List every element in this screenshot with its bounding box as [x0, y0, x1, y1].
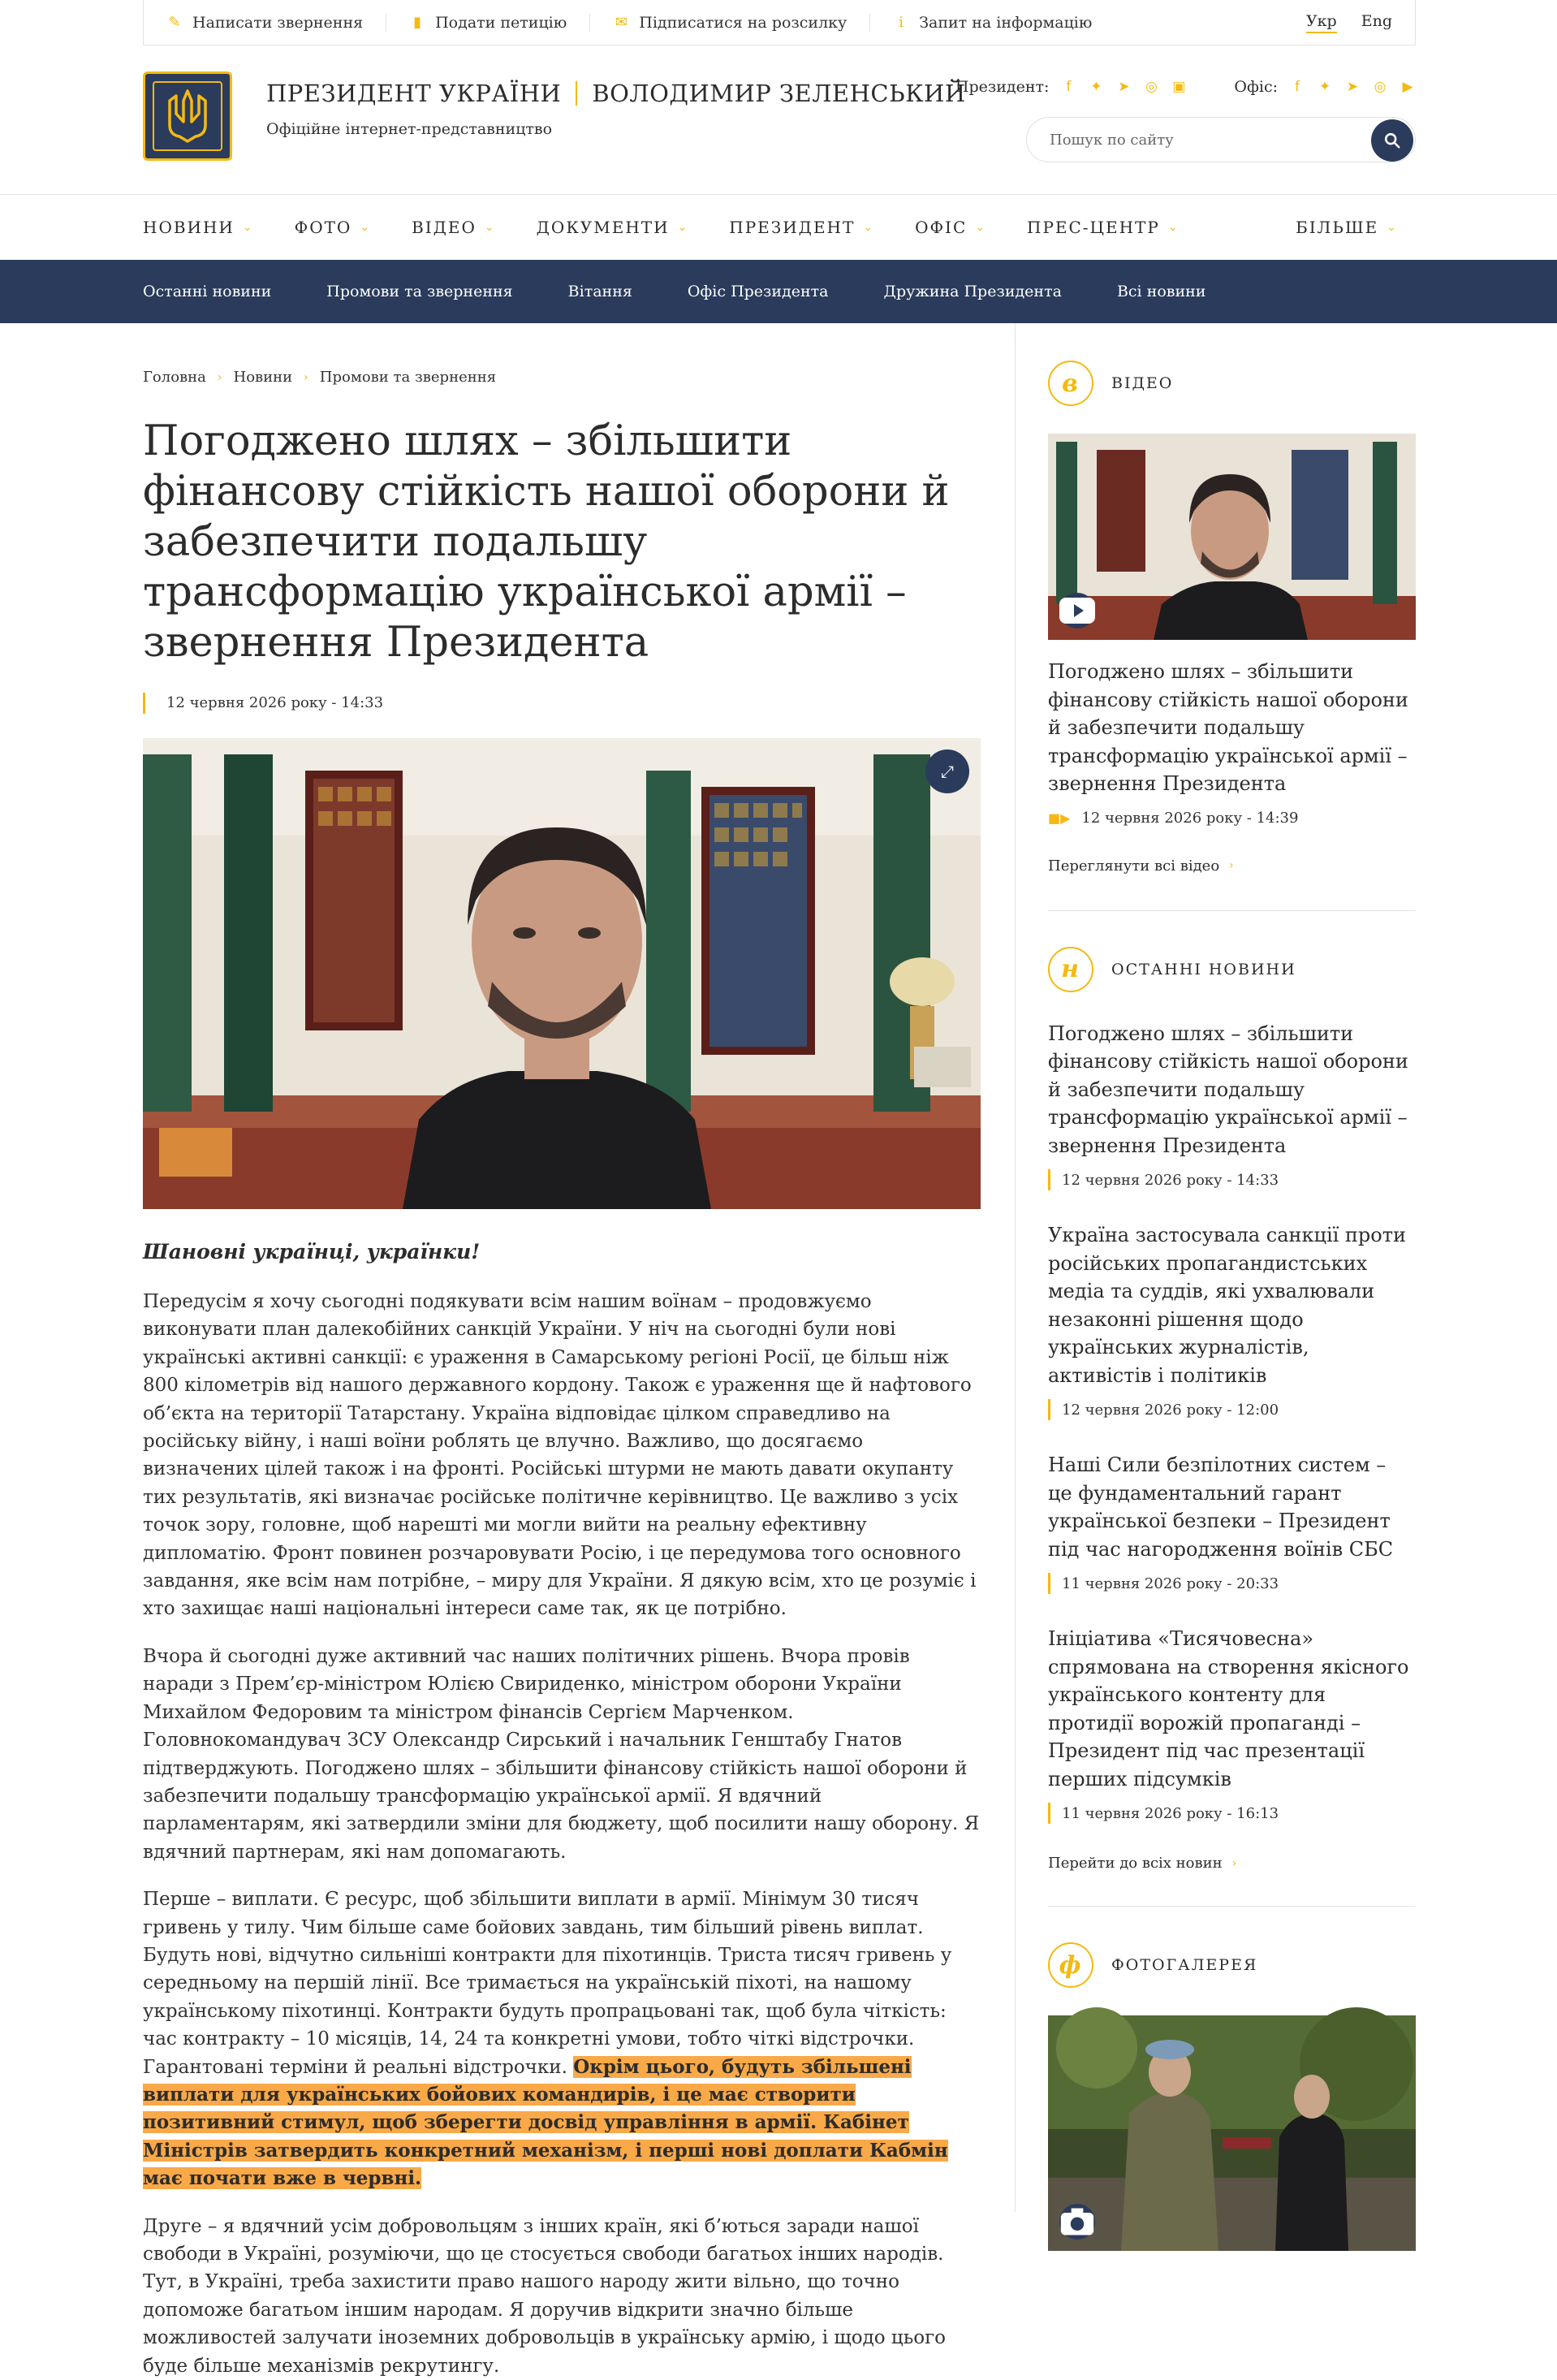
news-item-date-text: 11 червня 2026 року - 16:13: [1062, 1804, 1279, 1822]
info-icon: i: [899, 14, 904, 31]
search-icon: [1383, 132, 1401, 149]
twitter-icon[interactable]: ✦: [1318, 79, 1331, 95]
instagram-icon[interactable]: ◎: [1374, 79, 1387, 95]
language-switcher: [1306, 12, 1392, 33]
chevron-down-icon: ⌄: [1387, 221, 1398, 234]
news-item[interactable]: [1048, 1221, 1416, 1420]
search-input[interactable]: [1026, 117, 1416, 162]
nav-more-label: БІЛЬШЕ: [1296, 218, 1379, 237]
brand-separator: [576, 81, 577, 106]
chevron-right-icon: ›: [1231, 1856, 1237, 1870]
subscribe-link[interactable]: [613, 14, 870, 32]
brand-title[interactable]: [266, 80, 966, 107]
video-section-title: ВІДЕО: [1111, 374, 1174, 392]
gallery-photo: [1048, 2015, 1416, 2251]
nav-office[interactable]: [915, 218, 986, 237]
nav-president[interactable]: [729, 218, 874, 237]
sidebar-divider: [1048, 1906, 1416, 1907]
facebook-icon[interactable]: f: [1066, 79, 1072, 95]
nav-photo[interactable]: [295, 218, 371, 237]
nav-office-label: ОФІС: [915, 218, 968, 237]
article-paragraph-2: Вчора й сьогодні дуже активний час наших політичних рішень. Вчора провів наради з Прем’єр-міністром Юлією Свириденко, міністром оборони України Михайлом Федоровим та міністром фінансів Сергієм Марченком. Головнокомандувач ЗСУ Олександр Сирський і начальник Генштабу Гнатов підтверджують. Погоджено шлях – збільшити фінансову стійкість нашої оборони й забезпечити подальшу трансформацію української армії. Я вдячний парламентарям, які затвердили зміни для бюджету, щоб посилити нашу оборону. Я вдячний партнерам, які нам допомагають.: [143, 1645, 980, 1863]
brand-title-right: ВОЛОДИМИР ЗЕЛЕНСЬКИЙ: [592, 80, 966, 107]
news-item-date-text: 11 червня 2026 року - 20:33: [1062, 1574, 1279, 1592]
search-button[interactable]: [1371, 119, 1413, 162]
write-appeal-link[interactable]: [166, 14, 386, 32]
news-item-date-text: 12 червня 2026 року - 14:33: [1062, 1171, 1279, 1189]
nav-video[interactable]: [412, 218, 496, 237]
nav-news[interactable]: [143, 218, 254, 237]
brand-block: [266, 80, 966, 138]
date-bar: [1048, 1573, 1050, 1594]
expand-icon[interactable]: ⤢: [925, 749, 969, 793]
chevron-down-icon: ⌄: [863, 221, 875, 234]
article-paragraph-3-text: Перше – виплати. Є ресурс, щоб збільшити виплати в армії. Мінімум 30 тисяч гривень у тилу. Чим більше саме бойових завдань, тим більший рівень виплат. Будуть нові, відчутно сильніші контракти для піхотинців. Триста тисяч гривень у середньому на першій лінії. Все тримається на українській піхоті, на нашому українському піхотинці. Контракти будуть пропрацьовані так, щоб була чіткість: час контракту – 10 місяців, 14, 24 та конкретні умови, тобто чіткі відстрочки. Гарантовані терміни й реальні відстрочки.: [143, 1889, 952, 2078]
nav-president-label: ПРЕЗИДЕНТ: [729, 218, 856, 237]
video-date-text: 12 червня 2026 року - 14:39: [1081, 809, 1299, 827]
nav-documents[interactable]: [537, 218, 689, 237]
news-item-title: Наші Сили безпілотних систем – це фундаментальний гарант української безпеки – Президент під час нагородження воїнів СБС: [1048, 1453, 1394, 1561]
column-divider: [1015, 323, 1016, 2212]
date-bar: [1048, 1803, 1050, 1824]
video-title[interactable]: Погоджено шлях – збільшити фінансову стійкість нашої оборони й забезпечити подальшу трансформацію української армії – звернення Президента: [1048, 660, 1408, 795]
telegram-icon[interactable]: ➤: [1346, 79, 1359, 95]
sub-navigation: [0, 260, 1557, 323]
news-item-date: [1048, 1573, 1416, 1594]
all-videos-link[interactable]: [1048, 857, 1416, 875]
date-bar: [1048, 1399, 1050, 1420]
sidebar-divider: [1048, 910, 1416, 911]
youtube-icon[interactable]: ▶: [1402, 79, 1413, 95]
video-badge-icon: в: [1048, 361, 1093, 406]
sidebar: [1048, 323, 1416, 2251]
article-paragraph-3: [143, 1885, 981, 2192]
nav-video-label: ВІДЕО: [412, 218, 477, 237]
flickr-icon[interactable]: ▣: [1172, 79, 1186, 95]
video-date: [1048, 810, 1416, 827]
envelope-icon: ✉: [615, 14, 628, 31]
breadcrumb-home[interactable]: Головна: [143, 369, 206, 386]
info-request-link[interactable]: [893, 14, 1115, 32]
chevron-down-icon: ⌄: [975, 221, 986, 234]
all-news-label: Перейти до всіх новин: [1048, 1855, 1223, 1872]
news-item-date-text: 12 червня 2026 року - 12:00: [1062, 1401, 1279, 1419]
chevron-right-icon: ›: [217, 370, 222, 384]
office-label: Офіс:: [1234, 78, 1278, 96]
date-bar: [1048, 1169, 1050, 1190]
facebook-icon[interactable]: f: [1295, 79, 1300, 95]
news-item-date: [1048, 1803, 1416, 1824]
play-icon[interactable]: [1059, 593, 1095, 628]
gallery-thumbnail[interactable]: [1048, 2015, 1416, 2251]
video-thumbnail[interactable]: [1048, 434, 1416, 640]
social-links: [955, 78, 1416, 96]
news-section-header[interactable]: [1048, 947, 1416, 992]
info-request-label: Запит на інформацію: [919, 13, 1093, 32]
subscribe-label: Підписатися на розсилку: [639, 13, 848, 32]
chevron-down-icon: ⌄: [1167, 221, 1180, 234]
search-placeholder: Пошук по сайту: [1050, 131, 1174, 149]
coat-of-arms-logo[interactable]: [143, 71, 232, 161]
nav-press-center[interactable]: [1027, 218, 1180, 237]
camera-icon[interactable]: [1059, 2204, 1095, 2240]
twitter-icon[interactable]: ✦: [1090, 79, 1102, 95]
gallery-section-header[interactable]: [1048, 1942, 1416, 1988]
article-greeting: Шановні українці, українки!: [143, 1240, 481, 1263]
trident-icon: [153, 81, 222, 151]
subnav-speeches[interactable]: Промови та звернення: [326, 283, 513, 300]
submit-petition-link[interactable]: [409, 14, 590, 32]
main-navigation: [143, 195, 1416, 260]
news-item-date: [1048, 1399, 1416, 1420]
news-item-title: Погоджено шлях – збільшити фінансову стійкість нашої оборони й забезпечити подальшу трансформацію української армії – звернення Президента: [1048, 1022, 1408, 1157]
article-column: [143, 323, 981, 2380]
pencil-icon: ✎: [168, 14, 181, 31]
gallery-section-title: ФОТОГАЛЕРЕЯ: [1111, 1956, 1258, 1974]
subnav-office[interactable]: Офіс Президента: [687, 283, 829, 300]
news-item-title: Україна застосувала санкції проти російських пропагандистських медіа та суддів, які ухвалювали незаконні рішення щодо українських журналістів, активістів і політиків: [1048, 1224, 1406, 1387]
chevron-right-icon: ›: [1229, 859, 1234, 872]
article-hero-image[interactable]: [143, 738, 981, 1209]
office-socials: [1234, 78, 1416, 96]
president-socials: [955, 78, 1188, 96]
news-item-date: [1048, 1169, 1416, 1190]
president-label: Президент:: [955, 78, 1050, 96]
nav-press-center-label: ПРЕС-ЦЕНТР: [1027, 218, 1160, 237]
lang-ukr[interactable]: Укр: [1306, 12, 1337, 33]
news-section-title: ОСТАННІ НОВИНИ: [1111, 960, 1296, 978]
news-item[interactable]: [1048, 1451, 1416, 1594]
document-icon: ▮: [413, 14, 422, 31]
lang-eng[interactable]: Eng: [1361, 11, 1392, 30]
utility-bar: [143, 0, 1416, 45]
instagram-icon[interactable]: ◎: [1145, 79, 1158, 95]
write-appeal-label: Написати звернення: [192, 13, 364, 32]
article-title: Погоджено шлях – збільшити фінансову стійкість нашої оборони й забезпечити подальшу трансформацію української армії – звернення Президента: [143, 417, 950, 667]
nav-documents-label: ДОКУМЕНТИ: [536, 218, 670, 237]
video-thumbnail-photo: [1048, 434, 1416, 640]
all-videos-label: Переглянути всі відео: [1048, 857, 1220, 875]
chevron-down-icon: ⌄: [242, 221, 254, 234]
brand-subtitle: Офіційне інтернет-представництво: [266, 120, 553, 138]
subnav-latest-news[interactable]: Останні новини: [143, 283, 272, 300]
chevron-down-icon: ⌄: [360, 221, 372, 234]
news-badge-icon: н: [1048, 947, 1093, 992]
video-camera-icon: ■▶: [1048, 810, 1071, 826]
site-header: [0, 45, 1557, 195]
nav-more[interactable]: [1296, 218, 1398, 237]
gallery-badge-icon: ф: [1048, 1942, 1093, 1988]
chevron-down-icon: ⌄: [677, 221, 689, 234]
all-news-link[interactable]: [1048, 1855, 1416, 1872]
article-paragraph-4: Друге – я вдячний усім добровольцям з інших країн, які б’ються заради нашої свободи в Україні, розуміючи, що це стосується свободи багатьох інших народів. Тут, в Україні, треба захистити право нашого народу жити вільно, що точно допоможе багатьом іншим народам. Я доручив відкрити значно більше можливостей залучати іноземних добровольців в українську армію, і щодо цього буде більше механізмів рекрутингу.: [143, 2215, 946, 2377]
submit-petition-label: Подати петицію: [435, 13, 567, 32]
breadcrumb-news[interactable]: Новини: [233, 369, 293, 386]
highlighted-text: Окрім цього, будуть збільшені виплати для українських бойових командирів, і це має створити позитивний стимул, щоб зберегти досвід управління в армії. Кабінет Міністрів затвердить конкретний механізм, і перші нові доплати Кабмін має почати вже в червні.: [143, 2055, 948, 2190]
subnav-greetings[interactable]: Вітання: [567, 283, 632, 300]
nav-news-label: НОВИНИ: [143, 218, 235, 237]
hero-photo: [143, 738, 981, 1209]
news-item-title: Ініціатива «Тисячовесна» спрямована на створення якісного українського контенту для протидії ворожій пропаганді – Президент під час презентації перших підсумків: [1048, 1627, 1409, 1790]
telegram-icon[interactable]: ➤: [1118, 79, 1130, 95]
breadcrumb-speeches[interactable]: Промови та звернення: [319, 369, 497, 386]
video-section-header[interactable]: [1048, 361, 1416, 406]
breadcrumb: [143, 369, 981, 386]
subnav-all-news[interactable]: Всі новини: [1116, 283, 1206, 300]
article-paragraph-1: Передусім я хочу сьогодні подякувати всім нашим воїнам – продовжуємо виконувати план далекобійних санкцій України. У ніч на сьогодні були нові українські активні санкції: є ураження в Самарському регіоні Росії, це більш ніж 800 кілометрів від нашого державного кордону. Також є ураження ще й нафтового об’єкта на території Татарстану. Україна відповідає цілком справедливо на російську війну, і наші воїни роблять це влучно. Важливо, що досягаємо визначених цілей також і на фронті. Російські штурми не мають давати окупанту тих результатів, які визначає російське політичне керівництво. Це важливо з усіх точок зору, головне, щоб нарешті ми могли вийти на реальну ефективну дипломатію. Фронт повинен розчаровувати Росію, і це передумова того основного завдання, яке всім нам потрібне, – миру для України. Я дякую всім, хто це розуміє і хто захищає наші національні інтереси саме так, як це потрібно.: [143, 1291, 977, 1620]
news-item[interactable]: [1048, 1020, 1416, 1191]
subnav-first-lady[interactable]: Дружина Президента: [883, 283, 1062, 300]
news-item[interactable]: [1048, 1625, 1416, 1824]
nav-photo-label: ФОТО: [294, 218, 352, 237]
article-date: 12 червня 2026 року - 14:33: [143, 693, 981, 714]
brand-title-left: ПРЕЗИДЕНТ УКРАЇНИ: [266, 80, 562, 107]
chevron-down-icon: ⌄: [484, 221, 496, 234]
chevron-right-icon: ›: [304, 370, 308, 384]
